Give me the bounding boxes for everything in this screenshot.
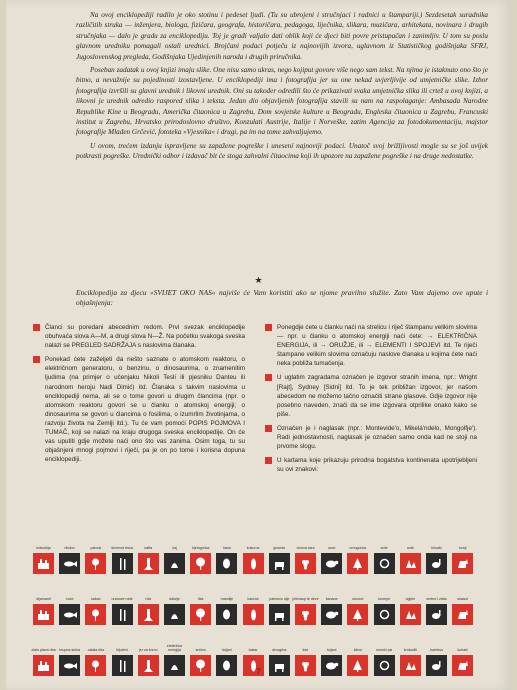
- legend-item: [112, 574, 133, 625]
- legend-label: banane: [325, 597, 338, 601]
- legend-label: sisavci: [457, 597, 469, 601]
- legend-label: industrija: [36, 546, 51, 550]
- legend-item: [400, 523, 421, 574]
- legend-label: šećerna trska: [111, 546, 133, 550]
- legend-item: [190, 523, 211, 574]
- instruction-paragraph: [265, 424, 477, 451]
- legend-label: ključevi: [116, 648, 128, 652]
- paragraph-text: U kartama koje prikazuju prirodna bogatstva kontinenata upotrijebljeni su ovi znakovi:: [277, 457, 477, 474]
- legend-item: [164, 574, 185, 625]
- legend-label: čaj: [172, 546, 177, 550]
- legend-row: [33, 574, 479, 625]
- elephant-icon: [347, 604, 368, 625]
- intro-paragraph-2: Poseban zadatak u ovoj knjizi imaju slike. One nisu samo ukras, nego kojiput govore više nego sam tekst. Na njima je istaknuto ono što je bitno, a nevažnije su pojedinosti izostavljene. U enciklopediji ima i fotografija jer su one nekad uvjerljivije od umjetničke slike. Izbor fotografija izvršili su glavni urednik i likovni urednik. Oni su također odredili što će prikazivati svaka umjetnička slika ili crtež u ovoj knjizi, a likovni je urednik odredio raspored slika i teksta. Jedan dio objavljenih fotografija stavili su nam na raspolaganje: Ambasada Narodne Republike Kine u Beogradu, Američka čitaonica u Zagrebu, Dom sovjetske kulture u Beogradu, Engleska čitaonica u Zagrebu, Francuski institut u Zagrebu, Hrvatsko prirodoslovno društvo, Konzulati Austrije, Italije i Norveške, zatim Agencija za fotodokumentaciju, majstor fotografije Mladen Grčević, fototeka »Vjesnika« i drugi, pa im na tome zahvaljujemo.: [76, 66, 488, 137]
- legend-label: kava: [223, 546, 231, 550]
- bullet-square-icon: [265, 457, 272, 464]
- legend-item: [85, 523, 106, 574]
- legend-item: [59, 574, 80, 625]
- coffee-icon: [216, 553, 237, 574]
- bullet-square-icon: [265, 324, 272, 331]
- legend-label: zlato plava riba: [31, 648, 56, 652]
- legend-item: [112, 523, 133, 574]
- factory-icon: [33, 553, 54, 574]
- paragraph-text: Članci su poredani abecednim redom. Prvi svezak enciklopedije obuhvaća slova A—M, a drugi slova N—Ž. Na početku svakoga sveska nalazi se PREGLED SADRŽAJA s naslovima članaka.: [45, 324, 245, 350]
- legend-item: [269, 574, 290, 625]
- legend-label: ribolov: [64, 546, 75, 550]
- legend-label: kohaki: [457, 648, 468, 652]
- legend-item: [321, 523, 342, 574]
- palm-oil-icon: [269, 604, 290, 625]
- legend-label: srebro i zlato: [426, 597, 447, 601]
- instruction-paragraph: [265, 373, 477, 418]
- intro-paragraph-1: Na ovoj enciklopediji radilo je oko stotinu i pedeset ljudi. (Tu su ubrojeni i stručnjaci i radnici u štampariji.) Sezdesetak suradnika različitih struka — inženjera, biologa, fizičara, geografa, historičara, pedagoga, liječnika, slikara, muzičara, arhitekata, novinara i drugih stručnjaka — dalo je gradu za enciklopediju. Toj je građi valjalo dati oblik koji će djeci biti povre pristupačan i zanimljiv. U tom su poslu glavnom uredniku pomagali ostali urednici. Brojčani podaci potječu iz najnovijih izvora, uglavnom iz Statističkog godišnjaka SFRJ, Jugoslovenskog pregleda, Godišnjaka Ujedinjenih naroda i drugih priručnika.: [76, 11, 488, 61]
- cotton-icon: [85, 553, 106, 574]
- right-column: [265, 323, 477, 479]
- legend-label: govedа: [273, 546, 286, 550]
- legend-item: [452, 574, 473, 625]
- legend-label: palmovo ulje: [269, 597, 290, 601]
- instruction-paragraph: [33, 323, 245, 350]
- legend-item: [347, 523, 368, 574]
- bullet-square-icon: [265, 374, 272, 381]
- page-number: 7: [256, 667, 261, 676]
- gold-icon: [426, 604, 447, 625]
- legend-item: [374, 574, 395, 625]
- legend-label: svile: [380, 546, 388, 550]
- legend-label: slonovi: [352, 597, 364, 601]
- legend-item: [164, 523, 185, 574]
- legend-label: tuljani: [326, 648, 337, 652]
- legend-item: [216, 523, 237, 574]
- rice-icon: [138, 604, 159, 625]
- legend-label: riža: [145, 597, 152, 601]
- tea-icon: [164, 553, 185, 574]
- oil-icon: [138, 553, 159, 574]
- legend-item: [138, 523, 159, 574]
- legend-label: drvogrha: [272, 648, 287, 652]
- legend-label: mandije: [220, 597, 234, 601]
- legend-label: krokodili: [403, 648, 417, 652]
- corn-icon: [243, 553, 264, 574]
- horse-icon: [452, 553, 473, 574]
- legend-label: krumpir: [378, 597, 391, 601]
- legend-item: [190, 574, 211, 625]
- legend-row: [33, 523, 479, 574]
- legend-item: [452, 523, 473, 574]
- bullet-square-icon: [265, 425, 272, 432]
- legend-label: rude: [406, 546, 414, 550]
- bullet-square-icon: [33, 356, 40, 363]
- instruction-paragraph: [265, 323, 477, 368]
- legend-item: [33, 523, 54, 574]
- legend-item: [292, 574, 319, 625]
- flax-icon: [190, 604, 211, 625]
- legend-label: kakao: [91, 597, 101, 601]
- legend-item: [243, 574, 264, 625]
- diamond-icon: [33, 604, 54, 625]
- sugarcane-icon: [112, 553, 133, 574]
- legend-item: [33, 574, 54, 625]
- sheep-icon: [321, 553, 342, 574]
- date-palm-icon: [164, 604, 185, 625]
- legend-label: bakar: [248, 648, 258, 652]
- legend-label: voće: [65, 597, 74, 601]
- kangaroo-icon: [426, 553, 447, 574]
- legend-label: crnogorica: [349, 546, 367, 550]
- banana-icon: [321, 604, 342, 625]
- legend-label: lute: [302, 648, 309, 652]
- legend-item: [374, 523, 395, 574]
- legend-label: ovce: [327, 546, 336, 550]
- legend-item: [243, 523, 264, 574]
- legend-label: konji: [458, 546, 467, 550]
- legend-label: ostala riba: [87, 648, 105, 652]
- uranium-icon: [112, 604, 133, 625]
- paragraph-text: Ponekad ćete zaželjeti da nešto saznate o atomskom reaktoru, o električnom generatoru, o benzinu, o dinosaurima, o znamenitim ljudima (na primjer o učenjaku Nikoli Tesli ili pjesniku Danteu ili narodnom heroju Nadi Dimić) itd. Članaka s takvim naslovima u enciklopediji nema, ali se o tome govori u drugim člancima (npr. o atomskom reaktoru govori se u članku o atomskoj energiji; o dinosaurima se govori u člancima o fosilima, o izumrlim životinjama, o razvoju života na Zemlji itd.). Tu će vam pomoći POPIS POJMOVA I TUMAČ, koji se nalazi na kraju drugoga sveska enciklopedije. On će vas uputiti gdje možete naći ono što vas zanima. Osim toga, tu su objašnjeni mnogi pojmovi i riječi, pa je on po tome i korisna dopuna enciklopediji.: [45, 356, 245, 464]
- legend-label: dijamanti: [36, 597, 51, 601]
- legend-label: kitovi: [353, 648, 362, 652]
- legend-item: [295, 523, 316, 574]
- legend-label: električna energija: [166, 644, 183, 652]
- legend-item: [400, 574, 421, 625]
- grapes-icon: [295, 553, 316, 574]
- potato-icon: [374, 604, 395, 625]
- legend-label: ugljen: [405, 597, 416, 601]
- deciduous-tree-icon: [190, 553, 211, 574]
- legend-label: tuljani: [222, 648, 232, 652]
- legend-label: pamuk: [90, 546, 102, 550]
- instruction-paragraph: [33, 355, 245, 464]
- instruction-paragraph: [265, 456, 477, 474]
- rubber-icon: [243, 604, 264, 625]
- legend-item: [138, 574, 159, 625]
- paragraph-text: Označen je i naglasak (npr.: Montevide'o, Mikelá'ndelo, Mongolfje'). Radi jednostavnosti, naglasak je označen samo onda kad ne stoji na prvome slogu.: [277, 424, 477, 451]
- intro-paragraph-3: U ovom, trećem izdanju ispravljene su zapažene pogreške i unesení najnoviji podaci. Unatoč svoj brižljivosti mogle su se još uvijek potkrasti pogreške. Urednički odbor i izdavač bit će stoga zahvalni čitaocima koji ih upozore na zapažene pogreške i na druge nedostatke.: [76, 141, 488, 161]
- cattle-icon: [269, 553, 290, 574]
- conifer-icon: [347, 553, 368, 574]
- legend-item: [347, 574, 368, 625]
- left-column: [33, 323, 245, 469]
- legend-item: [321, 574, 342, 625]
- legend-item: [59, 523, 80, 574]
- legend-item: [216, 574, 237, 625]
- legend-label: srebro: [195, 648, 206, 652]
- legend-label: uranove rude: [111, 597, 133, 601]
- star-divider: ★: [254, 275, 263, 285]
- intro-section: [76, 10, 488, 162]
- legend-item: [426, 574, 447, 625]
- bullet-square-icon: [33, 324, 40, 331]
- citrus-icon: [216, 604, 237, 625]
- mammal-icon: [452, 604, 473, 625]
- legend-label: nafta: [144, 546, 153, 550]
- fish-icon: [59, 553, 80, 574]
- legend-label: morski psi: [376, 648, 393, 652]
- legend-label: bjelogorica: [191, 546, 210, 550]
- cocoa-icon: [85, 604, 106, 625]
- paragraph-text: U uglatim zagradama označen je izgovor stranih imena, npr.: Wright [Rajt], Sydney [Sidni] itd. To je tek približan izgovor, jer našom abecedom ne možemo tačno označiti strane glasove. Gdje izgovor nije posebno naveden, znači da se ime izgovara otprilike onako kako se piše.: [277, 374, 477, 418]
- silk-icon: [374, 553, 395, 574]
- legend-label: krupna stoka: [59, 648, 80, 652]
- legend-label: kaučuk: [247, 597, 259, 601]
- legend-label: kukuruz: [246, 546, 260, 550]
- tagline: Enciklopedija za djecu »SVIJET OKO NAS« najviše će Vam koristiti ako se njome pravilno služite. Zato Vam dajemo ove upute i objašnjenja:: [76, 288, 488, 308]
- legend-label: kiroaki: [431, 546, 442, 550]
- fruit-icon: [59, 604, 80, 625]
- legend-label: bambus: [430, 648, 443, 652]
- legend-label: datulje: [169, 597, 180, 601]
- legend-item: [426, 523, 447, 574]
- coal-icon: [400, 604, 421, 625]
- legend-label: jer za krzno: [139, 648, 158, 652]
- map-legend: [33, 523, 479, 676]
- legend-label: vinova loza: [296, 546, 315, 550]
- ore-icon: [400, 553, 421, 574]
- legend-item: [269, 523, 290, 574]
- camel-icon: [295, 604, 316, 625]
- legend-label: jelenasp te deve: [292, 597, 319, 601]
- paragraph-text: Ponegdje ćete u članku naći na strelicu i riječ štampanu velikim slovima — npr. u članku o atomskoj energiji naći ćete: → ELEKTRIČNA ENERGIJA, ili → ORUŽJE, ili → ELEMENTI I SPOJEVI itd. Te riječi štampane velikim slovima označuju naslove članaka u kojima ćete naći neka pobliža tumačenja.: [277, 324, 477, 368]
- legend-item: [85, 574, 106, 625]
- legend-label: lika: [197, 597, 204, 601]
